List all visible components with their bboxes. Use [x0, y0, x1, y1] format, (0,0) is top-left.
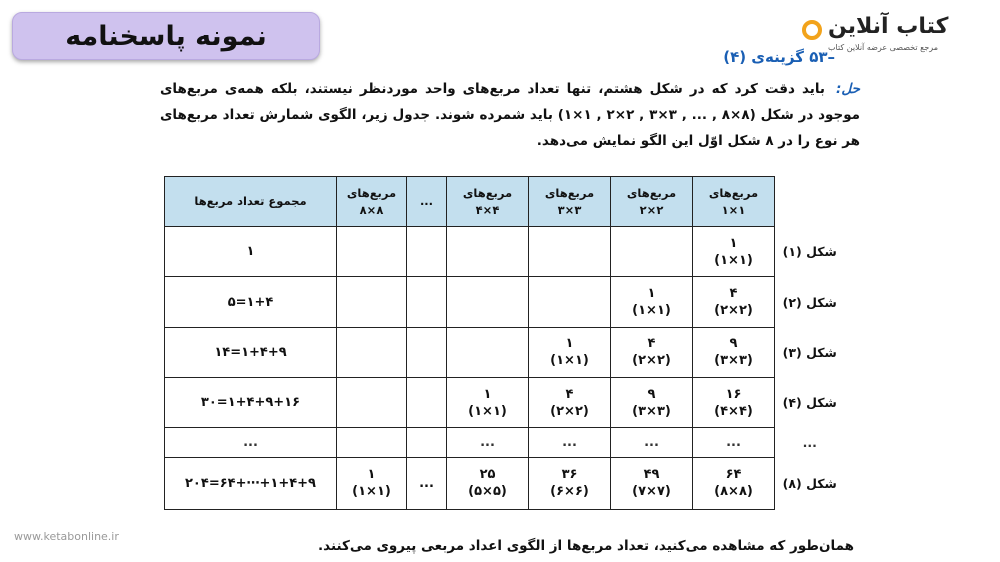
total-cell: ... [165, 428, 337, 457]
row-label: شکل (۱) [782, 244, 837, 260]
table-cell [407, 327, 447, 377]
table-cell: ۴۹ (۷×۷) [611, 457, 693, 509]
answer-sheet-badge [12, 12, 320, 60]
table-cell: ۱ (۱×۱) [529, 327, 611, 377]
row-label: شکل (۳) [782, 344, 837, 360]
table-row [165, 457, 845, 509]
solution-text: باید دقت کرد که در شکل هشتم، تنها تعداد مربع‌های واحد موردنظر نیستند، بلکه همه‌ی مربع‌های موجود در شکل (۸×۸ , ... , ۳×۳ , ۲×۲ , ۱×۱) باید شمرده شوند. جدول زیر، الگوی شمارش تعداد مربع‌های هر نوع را در ۸ شکل اوّل این الگو نمایش می‌دهد. [160, 81, 861, 149]
header-2x2: مربع‌های ۲×۲ [611, 177, 693, 227]
total-cell: ۱ [165, 227, 337, 277]
table-cell: ... [447, 428, 529, 457]
square-count-table [164, 176, 845, 510]
total-cell: ۱+۴+۹+⋯+۶۴=۲۰۴ [165, 457, 337, 509]
table-cell: ۱ (۱×۱) [447, 378, 529, 428]
footer-url: www.ketabonline.ir [14, 530, 119, 543]
table-cell: ... [693, 428, 775, 457]
conclusion-text: همان‌طور که مشاهده می‌کنید، تعداد مربع‌ها از الگوی اعداد مربعی پیروی می‌کنند. [318, 538, 854, 554]
table-cell: ۳۶ (۶×۶) [529, 457, 611, 509]
table-cell [337, 327, 407, 377]
table-row [165, 327, 845, 377]
table-body [165, 227, 845, 510]
table-cell: ۴ (۲×۲) [529, 378, 611, 428]
total-cell: ۱+۴=۵ [165, 277, 337, 327]
header-blank [775, 177, 845, 227]
total-cell: ۱+۴+۹+۱۶=۳۰ [165, 378, 337, 428]
table-cell: ۲۵ (۵×۵) [447, 457, 529, 509]
row-label: شکل (۴) [782, 395, 837, 411]
table-cell [337, 428, 407, 457]
table-cell: ۱ (۱×۱) [611, 277, 693, 327]
table-cell [447, 227, 529, 277]
header-1x1: مربع‌های ۱×۱ [693, 177, 775, 227]
table-cell: ... [529, 428, 611, 457]
header-8x8: مربع‌های ۸×۸ [337, 177, 407, 227]
row-label: شکل (۲) [782, 294, 837, 310]
table-cell [611, 227, 693, 277]
table-cell [447, 327, 529, 377]
table-cell [447, 277, 529, 327]
table-row [165, 227, 845, 277]
solution-paragraph [160, 76, 860, 154]
logo-title: کتاب آنلاین [828, 14, 949, 39]
table-cell: ۱ (۱×۱) [693, 227, 775, 277]
total-cell: ۱+۴+۹=۱۴ [165, 327, 337, 377]
table-cell: ۶۴ (۸×۸) [693, 457, 775, 509]
question-answer [723, 48, 835, 66]
header-3x3: مربع‌های ۳×۳ [529, 177, 611, 227]
table-cell [407, 227, 447, 277]
table-cell [337, 378, 407, 428]
row-label: شکل (۸) [782, 475, 837, 491]
solution-label: حل: [836, 81, 860, 97]
logo-circle-icon [802, 20, 822, 40]
table-row [165, 378, 845, 428]
logo-subtitle: مرجع تخصصی عرضه آنلاین کتاب [828, 43, 939, 52]
table-cell: ۱ (۱×۱) [337, 457, 407, 509]
table-cell: ... [407, 457, 447, 509]
question-number: –۵۳ [809, 48, 835, 66]
table-cell: ۴ (۲×۲) [611, 327, 693, 377]
table-cell [337, 277, 407, 327]
table-cell: ۹ (۳×۳) [693, 327, 775, 377]
table-cell [529, 277, 611, 327]
table-row-ellipsis [165, 428, 845, 457]
answer-option: گزینه‌ی (۴) [723, 48, 804, 66]
table-cell: ۹ (۳×۳) [611, 378, 693, 428]
table-row [165, 277, 845, 327]
row-label: ... [802, 434, 817, 450]
header-4x4: مربع‌های ۴×۴ [447, 177, 529, 227]
table-cell: ۱۶ (۴×۴) [693, 378, 775, 428]
header-ellipsis: ... [407, 177, 447, 227]
table-cell [407, 277, 447, 327]
header-total: مجموع تعداد مربع‌ها [165, 177, 337, 227]
badge-title: نمونه پاسخنامه [65, 20, 267, 52]
table-cell: ۴ (۲×۲) [693, 277, 775, 327]
table-cell [529, 227, 611, 277]
table-cell [407, 378, 447, 428]
table-cell [407, 428, 447, 457]
table-cell: ... [611, 428, 693, 457]
table-cell [337, 227, 407, 277]
